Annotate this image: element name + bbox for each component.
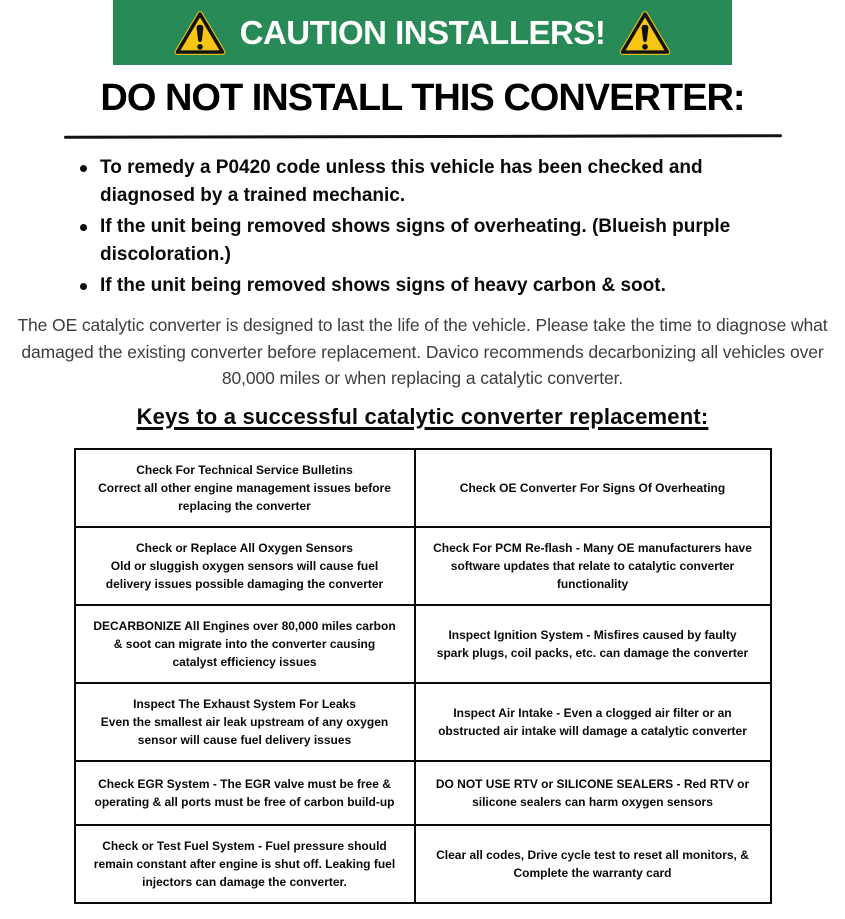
table-row	[75, 449, 771, 527]
table-row	[75, 761, 771, 825]
table-cell: Inspect Ignition System - Misfires caused by faulty spark plugs, coil packs, etc. can damage the converter	[415, 605, 771, 683]
table-row	[75, 605, 771, 683]
table-cell: Check EGR System - The EGR valve must be free & operating & all ports must be free of carbon build-up	[75, 761, 415, 825]
table-cell: Inspect The Exhaust System For Leaks Even the smallest air leak upstream of any oxygen sensor will cause fuel delivery issues	[75, 683, 415, 761]
table-cell: Check OE Converter For Signs Of Overheating	[415, 449, 771, 527]
warning-triangle-icon	[174, 10, 226, 56]
table-row	[75, 683, 771, 761]
warning-bullet-list	[78, 154, 750, 301]
caution-banner	[113, 0, 732, 65]
bullet-item: If the unit being removed shows signs of heavy carbon & soot.	[78, 272, 750, 300]
keys-heading: Keys to a successful catalytic converter replacement:	[136, 404, 709, 430]
bullet-item: If the unit being removed shows signs of overheating. (Blueish purple discoloration.)	[78, 213, 750, 269]
intro-paragraph: The OE catalytic converter is designed to last the life of the vehicle. Please take the time to diagnose what damaged the existing converter before replacement. Davico recommends decarbonizing all vehicles over 80,000 miles or when replacing a catalytic converter.	[17, 315, 828, 388]
table-cell: Check or Replace All Oxygen Sensors Old or sluggish oxygen sensors will cause fuel delivery issues possible damaging the converter	[75, 527, 415, 605]
bullet-item: To remedy a P0420 code unless this vehicle has been checked and diagnosed by a trained mechanic.	[78, 154, 750, 210]
keys-table	[74, 448, 772, 904]
divider-line	[63, 134, 781, 139]
table-row	[75, 825, 771, 903]
warning-triangle-icon	[619, 10, 671, 56]
table-cell: Check or Test Fuel System - Fuel pressure should remain constant after engine is shut off. Leaking fuel injectors can damage the converter.	[75, 825, 415, 903]
table-row	[75, 527, 771, 605]
table-cell: Check For PCM Re-flash - Many OE manufacturers have software updates that relate to catalytic converter functionality	[415, 527, 771, 605]
banner-title: CAUTION INSTALLERS!	[239, 13, 606, 51]
table-cell: Inspect Air Intake - Even a clogged air filter or an obstructed air intake will damage a catalytic converter	[415, 683, 771, 761]
table-cell: Check For Technical Service Bulletins Correct all other engine management issues before replacing the converter	[75, 449, 415, 527]
table-cell: DO NOT USE RTV or SILICONE SEALERS - Red RTV or silicone sealers can harm oxygen sensors	[415, 761, 771, 825]
table-cell: Clear all codes, Drive cycle test to reset all monitors, & Complete the warranty card	[415, 825, 771, 903]
page-title: DO NOT INSTALL THIS CONVERTER:	[100, 77, 745, 119]
table-cell: DECARBONIZE All Engines over 80,000 miles carbon & soot can migrate into the converter causing catalyst efficiency issues	[75, 605, 415, 683]
